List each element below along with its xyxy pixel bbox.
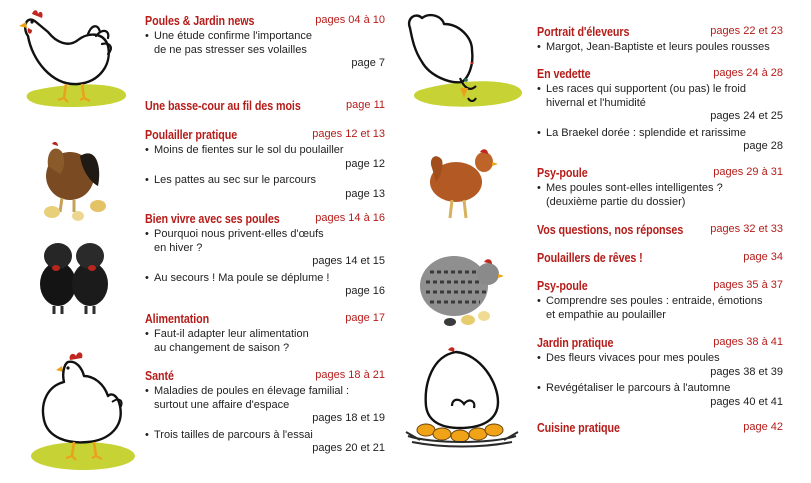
bullet-icon: • — [537, 182, 541, 194]
bullet-icon: • — [537, 83, 541, 95]
article-title-line: (deuxième partie du dossier) — [546, 195, 686, 208]
article-title — [145, 144, 385, 158]
article-title — [145, 228, 385, 255]
section-psy-poule — [537, 166, 783, 209]
bullet-icon: • — [145, 385, 149, 397]
article-title-line: Revégétaliser le parcours à l'automne — [546, 382, 731, 394]
bullet-icon: • — [537, 41, 541, 53]
section-header — [537, 25, 783, 41]
article-title-line: en hiver ? — [154, 241, 203, 254]
article-title — [145, 174, 385, 188]
bullet-icon: • — [145, 328, 149, 340]
article-title-line: de ne pas stresser ses volailles — [154, 43, 307, 56]
article-title-line: La Braekel dorée : splendide et rarissime — [546, 126, 746, 139]
article-item[interactable] — [537, 182, 783, 209]
section-alimentation — [145, 312, 385, 355]
article-item[interactable] — [145, 429, 385, 456]
article-item[interactable] — [145, 30, 385, 71]
article-pages: pages 20 et 21 — [312, 442, 385, 454]
article-title — [537, 41, 783, 55]
article-title-line: surtout une affaire d'espace — [154, 398, 290, 411]
article-item[interactable] — [537, 382, 783, 409]
article-title-line: Maladies de poules en élevage familial : — [154, 385, 350, 397]
article-title — [537, 83, 783, 110]
section-pages: pages 14 à 16 — [315, 212, 385, 224]
article-pages: pages 38 et 39 — [710, 365, 783, 378]
section-pages: pages 38 à 41 — [713, 336, 783, 348]
section-pages: pages 22 et 23 — [710, 25, 783, 37]
section-pages: pages 24 à 28 — [713, 67, 783, 79]
section-pages: page 42 — [743, 421, 783, 433]
bullet-icon: • — [537, 382, 541, 394]
section-pages: pages 04 à 10 — [315, 14, 385, 26]
section-cuisine-pratique — [537, 421, 783, 437]
section-title[interactable]: Poules & Jardin news — [145, 14, 255, 28]
section-title[interactable]: Jardin pratique — [537, 336, 614, 350]
article-title — [145, 30, 385, 57]
bullet-icon: • — [145, 174, 149, 186]
section-title[interactable]: Psy-poule — [537, 166, 588, 180]
section-poulailler-pratique — [145, 128, 385, 201]
section-une-basse-cour-au-fil-des-mois — [145, 99, 385, 115]
section-title[interactable]: Poulailler pratique — [145, 128, 238, 142]
section-psy-poule — [537, 279, 783, 322]
article-title — [537, 182, 783, 209]
article-title-line: Trois tailles de parcours à l'essai — [154, 428, 313, 441]
article-title-line: Pourquoi nous privent-elles d'œufs — [154, 228, 324, 240]
red-hen-photo — [418, 138, 502, 222]
article-pages: page 28 — [743, 140, 783, 152]
bullet-icon: • — [537, 126, 541, 139]
article-pages: page 12 — [345, 157, 385, 170]
article-title-line: Moins de fientes sur le sol du poulailler — [154, 144, 344, 156]
article-pages: pages 14 et 15 — [312, 255, 385, 267]
article-title — [145, 429, 385, 443]
article-item[interactable] — [145, 174, 385, 201]
section-title[interactable]: En vedette — [537, 67, 591, 81]
article-pages: pages 40 et 41 — [710, 395, 783, 408]
cartoon-nesting-hen-icon — [402, 344, 522, 448]
section-title[interactable]: Poulaillers de rêves ! — [537, 251, 643, 265]
article-item[interactable] — [537, 83, 783, 124]
section-header — [537, 336, 783, 352]
article-title-line: Faut-il adapter leur alimentation — [154, 328, 309, 340]
section-header — [537, 251, 783, 267]
article-title-line: Comprendre ses poules : entraide, émotions — [546, 295, 763, 307]
article-item[interactable] — [145, 328, 385, 355]
section-pages: pages 12 et 13 — [312, 128, 385, 140]
article-title — [537, 352, 783, 366]
article-title — [145, 328, 385, 355]
article-title-line: et empathie au poulailler — [546, 308, 666, 321]
article-title-line: Des fleurs vivaces pour mes poules — [546, 352, 720, 364]
bullet-icon: • — [145, 144, 149, 156]
bullet-icon: • — [537, 295, 541, 307]
article-pages: page 16 — [345, 285, 385, 297]
section-pages: pages 35 à 37 — [713, 279, 783, 291]
section-pages: pages 32 et 33 — [710, 223, 783, 235]
cartoon-hen-grass-icon — [12, 2, 132, 114]
section-title[interactable]: Vos questions, nos réponses — [537, 223, 684, 237]
section-header — [537, 166, 783, 182]
section-pages: pages 29 à 31 — [713, 166, 783, 178]
section-header — [145, 128, 385, 144]
article-item[interactable] — [145, 272, 385, 299]
section-vos-questions-nos-reponses — [537, 223, 783, 239]
section-title[interactable]: Alimentation — [145, 312, 210, 326]
section-pages: pages 18 à 21 — [315, 369, 385, 381]
article-item[interactable] — [145, 144, 385, 171]
article-title-line: Mes poules sont-elles intelligentes ? — [546, 182, 723, 194]
article-title — [145, 385, 385, 412]
section-pages: page 34 — [743, 251, 783, 263]
article-title — [537, 127, 783, 141]
article-item[interactable] — [537, 295, 783, 322]
section-title[interactable]: Bien vivre avec ses poules — [145, 212, 280, 226]
black-silkie-hens-photo — [34, 234, 118, 318]
section-en-vedette — [537, 67, 783, 154]
section-header — [537, 279, 783, 295]
article-title-line: Les races qui supportent (ou pas) le froid — [546, 83, 746, 95]
section-pages: page 11 — [346, 99, 385, 111]
section-header — [537, 67, 783, 83]
bullet-icon: • — [145, 30, 149, 42]
section-header — [537, 223, 783, 239]
section-header — [145, 99, 385, 115]
barred-hen-with-chicks-photo — [410, 238, 510, 334]
cartoon-standing-hen-icon — [28, 346, 138, 472]
bullet-icon: • — [537, 352, 541, 364]
article-title — [537, 382, 783, 396]
section-header — [145, 14, 385, 30]
article-title-line: Les pattes au sec sur le parcours — [154, 174, 317, 186]
section-poulaillers-de-reves — [537, 251, 783, 267]
article-pages: pages 18 et 19 — [312, 412, 385, 424]
bullet-icon: • — [145, 428, 149, 441]
article-item[interactable] — [537, 127, 783, 154]
section-header — [537, 421, 783, 437]
section-poules-jardin-news — [145, 14, 385, 71]
article-pages: page 13 — [345, 187, 385, 200]
section-title[interactable]: Psy-poule — [537, 279, 588, 293]
article-title-line: Margot, Jean-Baptiste et leurs poules rousses — [546, 41, 770, 53]
section-jardin-pratique — [537, 336, 783, 409]
section-pages: page 17 — [345, 312, 385, 324]
article-title-line: Au secours ! Ma poule se déplume ! — [154, 271, 330, 284]
section-header — [145, 212, 385, 228]
article-item[interactable] — [145, 385, 385, 426]
article-title-line: hivernal et l'humidité — [546, 96, 646, 109]
section-title[interactable]: Cuisine pratique — [537, 421, 620, 435]
article-title-line: au changement de saison ? — [154, 341, 290, 354]
article-title — [537, 295, 783, 322]
article-title-line: Une étude confirme l'importance — [154, 30, 313, 42]
article-item[interactable] — [537, 41, 783, 55]
section-portrait-d-eleveurs — [537, 25, 783, 55]
cartoon-pecking-hen-icon — [400, 6, 526, 112]
brown-hen-with-chicks-photo — [30, 126, 120, 224]
section-sante — [145, 369, 385, 456]
article-pages: pages 24 et 25 — [710, 110, 783, 122]
section-title[interactable]: Santé — [145, 369, 174, 383]
bullet-icon: • — [145, 271, 149, 284]
section-header — [145, 312, 385, 328]
section-header — [145, 369, 385, 385]
article-item[interactable] — [145, 228, 385, 269]
article-pages: page 7 — [351, 57, 385, 69]
section-title[interactable]: Portrait d'éleveurs — [537, 25, 630, 39]
section-title[interactable]: Une basse-cour au fil des mois — [145, 99, 301, 113]
article-title — [145, 272, 385, 286]
article-item[interactable] — [537, 352, 783, 379]
section-bien-vivre-avec-ses-poules — [145, 212, 385, 299]
bullet-icon: • — [145, 228, 149, 240]
